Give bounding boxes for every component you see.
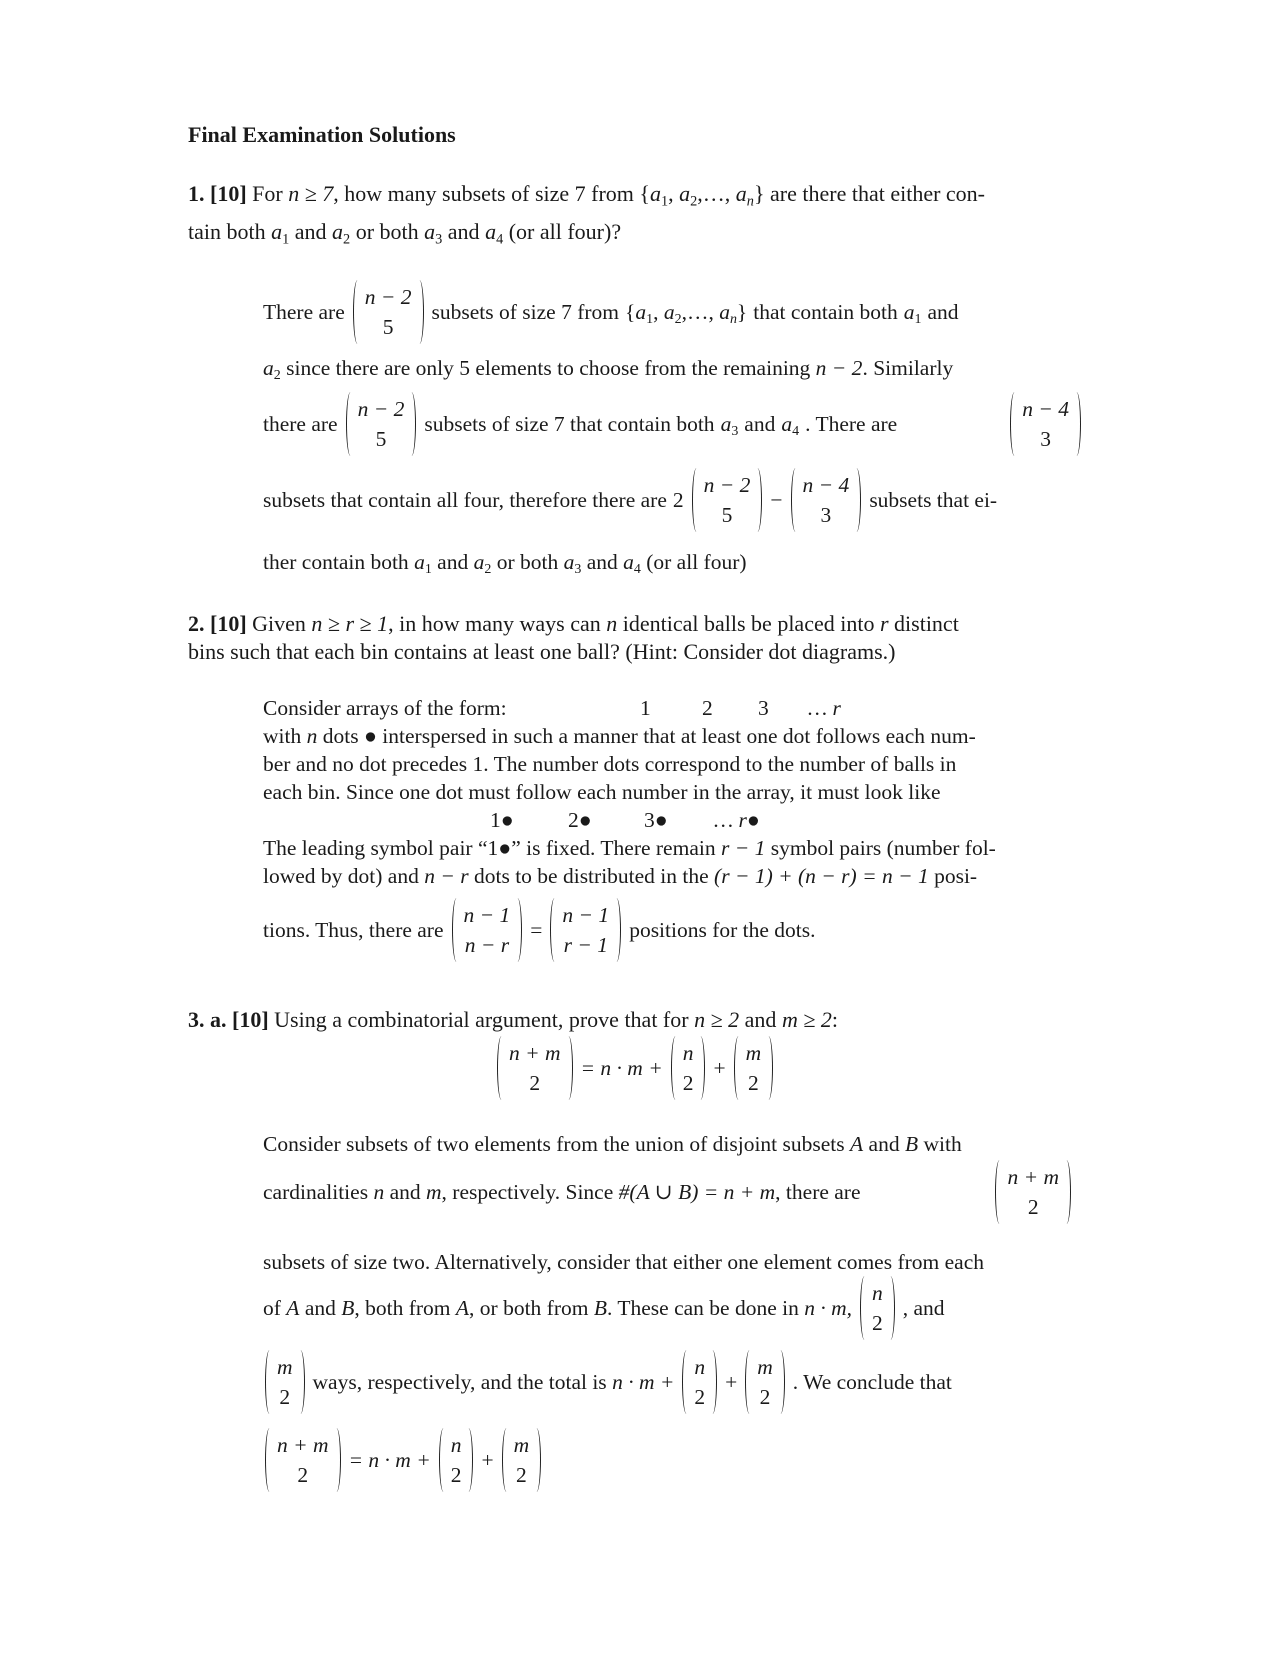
q3-identity: n + m 2 = n · m + n 2 + m 2: [495, 1036, 775, 1100]
q3-ans-line3: subsets of size two. Alternatively, consider that either one element comes from each: [263, 1250, 985, 1274]
binomial-n-4-3-b: n − 4 3: [791, 468, 862, 532]
q2-ans-line5: The leading symbol pair “1●” is fixed. There remain r − 1 symbol pairs (number fol-: [263, 836, 996, 860]
q2-points: [10]: [210, 611, 247, 636]
binomial-m-2-b: m 2: [265, 1350, 305, 1414]
q1-line1: 1. [10] For n ≥ 7, how many subsets of size 7 from {$a_1$, $a_2,\dots$, $a_n$} are there that either con-: [188, 181, 985, 210]
binomial-n-2: n 2: [671, 1036, 706, 1100]
q3-line1: 3. a. [10] Using a combinatorial argument, prove that for n ≥ 2 and m ≥ 2:: [188, 1007, 839, 1032]
q1-line2: tain both $a_1$ and $a_2$ or both $a_3$ and $a_4$ (or all four)?: [188, 219, 622, 248]
q2-ans-line1: Consider arrays of the form:: [263, 696, 507, 720]
binomial-nm-2: n + m 2: [497, 1036, 573, 1100]
q2-line2: bins such that each bin contains at least one ball? (Hint: Consider dot diagrams.): [188, 639, 896, 664]
binomial-n-2-b: n 2: [860, 1276, 895, 1340]
q3-ans-conclusion: n + m 2 = n · m + n 2 + m 2: [263, 1428, 543, 1492]
q3-ans-line1: Consider subsets of two elements from the union of disjoint subsets A and B with: [263, 1132, 962, 1156]
binomial-n-4-3: n − 4 3: [1010, 392, 1081, 456]
q2-ans-line3: ber and no dot precedes 1. The number dots correspond to the number of balls in: [263, 752, 957, 776]
q1-ans-line1: There are n − 2 5 subsets of size 7 from {$a_1$, $a_2,\dots$, $a_n$} that contain both $a_1$ and: [263, 280, 959, 344]
binomial-n-2-5-c: n − 2 5: [692, 468, 763, 532]
q3-ans-line4: of A and B, both from A, or both from B. These can be done in n · m, n 2 , and: [263, 1276, 945, 1340]
binomial-n-2-d: n 2: [439, 1428, 474, 1492]
binomial-m-2: m 2: [734, 1036, 774, 1100]
q2-number: 2.: [188, 611, 205, 636]
q3-ans-line5: m 2 ways, respectively, and the total is n · m + n 2 + m 2 . We conclude that: [263, 1350, 952, 1414]
q2-ans-line7: tions. Thus, there are n − 1 n − r = n − 1 r − 1 positions for the dots.: [263, 898, 816, 962]
binomial-n-2-c: n 2: [682, 1350, 717, 1414]
binomial-n-2-5: n − 2 5: [353, 280, 424, 344]
page-title: Final Examination Solutions: [188, 122, 456, 147]
q3-points: [10]: [232, 1007, 269, 1032]
q1-points: [10]: [210, 181, 247, 206]
binomial-m-2-c: m 2: [745, 1350, 785, 1414]
q2-ans-line6: lowed by dot) and n − r dots to be distributed in the (r − 1) + (n − r) = n − 1 posi-: [263, 864, 978, 888]
q3-ans-line2: cardinalities n and m, respectively. Since #(A ∪ B) = n + m, there are n + m 2: [263, 1160, 1073, 1224]
q1-ans-line5: ther contain both $a_1$ and $a_2$ or both $a_3$ and $a_4$ (or all four): [263, 550, 747, 578]
binomial-m-2-d: m 2: [502, 1428, 542, 1492]
q3-number: 3. a.: [188, 1007, 227, 1032]
binomial-n-1-n-r: n − 1 n − r: [452, 898, 523, 962]
binomial-n-1-r-1: n − 1 r − 1: [550, 898, 621, 962]
binomial-nm-2-c: n + m 2: [265, 1428, 341, 1492]
q2-ans-line2: with n dots ● interspersed in such a manner that at least one dot follows each num-: [263, 724, 976, 748]
q1-ans-line3: there are n − 2 5 subsets of size 7 that contain both $a_3$ and $a_4$ . There are n − 4 3: [263, 392, 1083, 456]
binomial-nm-2-b: n + m 2: [995, 1160, 1071, 1224]
q1-number: 1.: [188, 181, 205, 206]
q2-line1: 2. [10] Given n ≥ r ≥ 1, in how many ways can n identical balls be placed into r distinct: [188, 611, 959, 636]
q1-ans-line2: $a_2$ since there are only 5 elements to choose from the remaining n − 2. Similarly: [263, 356, 954, 384]
q2-ans-line4: each bin. Since one dot must follow each number in the array, it must look like: [263, 780, 941, 804]
binomial-n-2-5-b: n − 2 5: [346, 392, 417, 456]
q1-ans-line4: subsets that contain all four, therefore there are 2 n − 2 5 − n − 4 3 subsets that ei-: [263, 468, 997, 532]
